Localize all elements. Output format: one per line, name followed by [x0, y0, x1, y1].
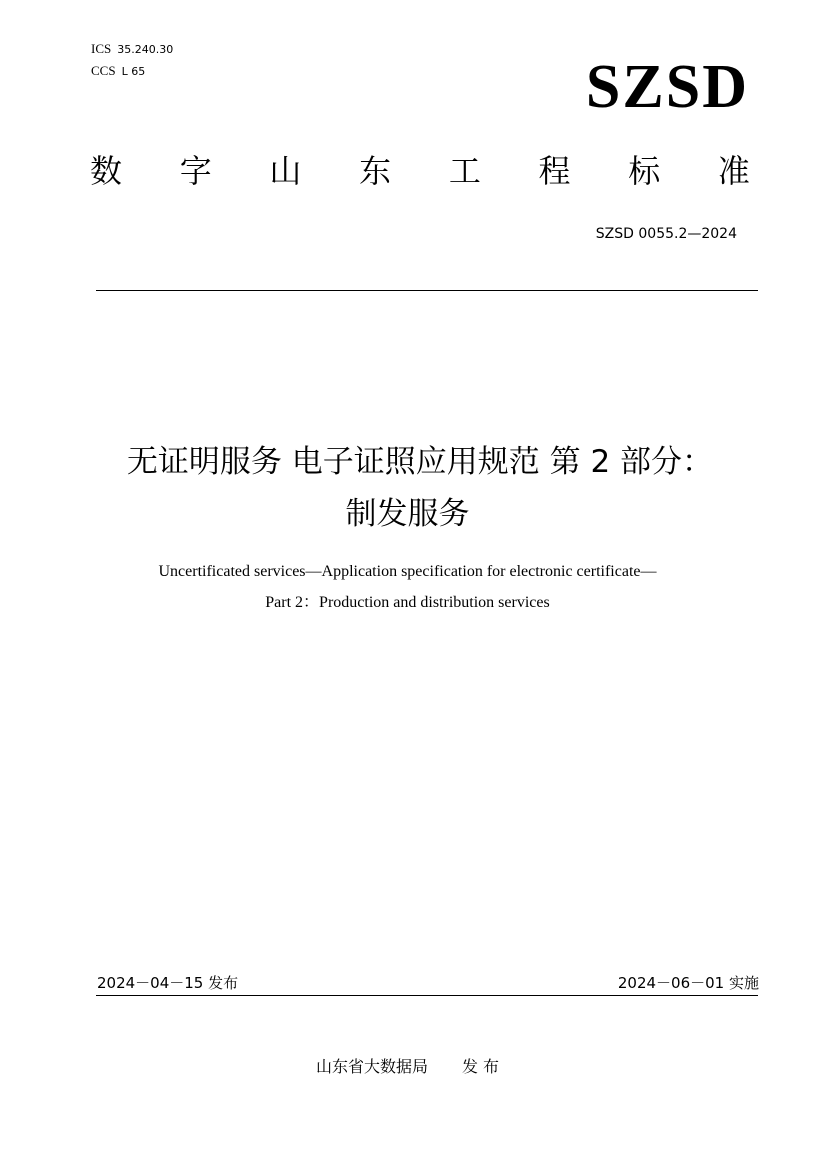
- ics-label: ICS: [91, 41, 112, 56]
- standard-type-char: 程: [538, 152, 571, 190]
- issuer-line: [0, 1054, 815, 1077]
- title-chinese-line-1: 无证明服务 电子证照应用规范 第 2 部分：: [126, 444, 714, 480]
- standard-type-char: 标: [628, 152, 661, 190]
- ccs-value: L 65: [121, 65, 146, 78]
- bottom-divider: [96, 995, 758, 996]
- title-english-line-1: Uncertificated services—Application specification for electronic certificate—: [158, 563, 657, 580]
- publish-date: 2024－04－15 发布: [97, 974, 239, 992]
- standard-type-char: 字: [179, 152, 212, 190]
- issuer-action: 发 布: [461, 1057, 500, 1076]
- ccs-line: [91, 63, 145, 79]
- title-english-line-2: Part 2：Production and distribution services: [265, 594, 550, 611]
- standard-type-char: 工: [448, 152, 481, 190]
- standard-type-heading: [90, 152, 750, 190]
- szsd-logo: SZSD: [585, 53, 749, 121]
- standard-type-char: 山: [269, 152, 302, 190]
- title-chinese-line-2: 制发服务: [345, 496, 470, 532]
- ccs-label: CCS: [91, 63, 116, 78]
- implementation-date: 2024－06－01 实施: [617, 974, 759, 992]
- ics-line: [91, 41, 173, 57]
- standard-code: SZSD 0055.2—2024: [595, 226, 737, 242]
- standard-type-char: 数: [90, 152, 123, 190]
- ics-value: 35.240.30: [117, 43, 174, 56]
- standard-type-char: 东: [359, 152, 392, 190]
- top-divider: [96, 290, 758, 291]
- issuer-name: 山东省大数据局: [315, 1057, 428, 1076]
- standard-type-char: 准: [717, 152, 750, 190]
